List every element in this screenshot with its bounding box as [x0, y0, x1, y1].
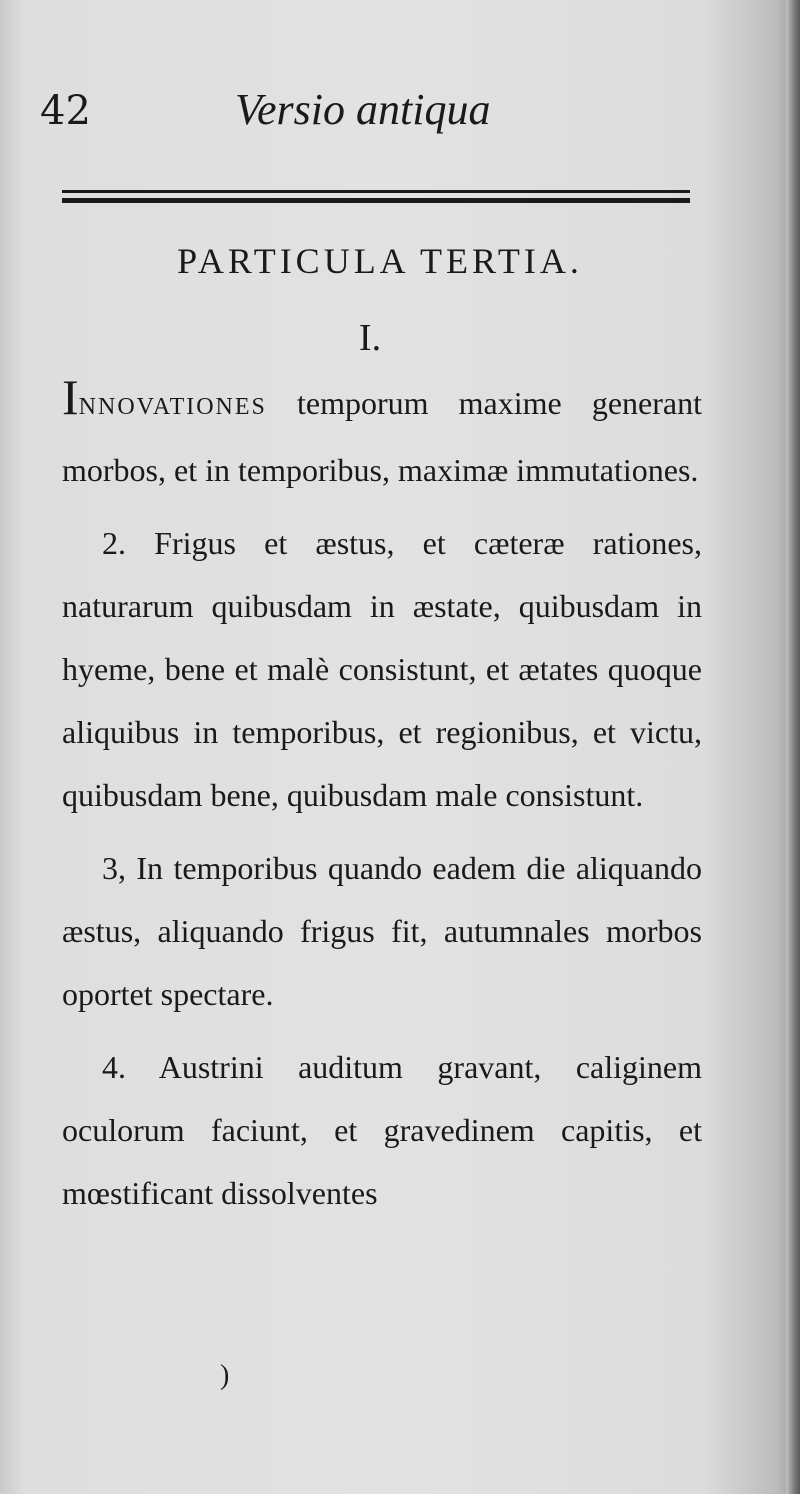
small-caps-word: NNOVATIONES	[78, 394, 267, 420]
paragraph-2: 2. Frigus et æstus, et cæteræ rationes, naturarum quibusdam in æstate, quibusdam in hyeme, bene et malè consistunt, et ætates quoque aliquibus in temporibus, et regionibus, et victu, quibusdam bene, quibusdam male consistunt.	[62, 525, 702, 813]
section-title: PARTICULA TERTIA.	[177, 241, 583, 281]
running-head: Versio antiqua	[235, 85, 491, 134]
page-edge	[786, 0, 800, 1494]
paragraph-4: 4. Austrini auditum gravant, caliginem oculorum faciunt, et gravedinem capitis, et mœstificant dissolventes	[62, 1049, 702, 1211]
drop-initial: I	[62, 369, 79, 425]
page-header	[40, 78, 700, 138]
paragraph-1-text: temporum maxime generant morbos, et in temporibus, maximæ immutationes.	[62, 385, 702, 488]
body-text	[62, 369, 702, 1235]
paragraph-1	[62, 369, 702, 502]
header-rule-thin	[62, 190, 690, 193]
section-number: I.	[358, 317, 382, 359]
page-number: 42	[40, 88, 91, 134]
stray-ink-mark: )	[220, 1360, 230, 1391]
paragraph-3: 3, In temporibus quando eadem die aliquando æstus, aliquando frigus fit, autumnales morbos oportet spectare.	[62, 850, 702, 1012]
header-rule-thick	[62, 198, 690, 203]
